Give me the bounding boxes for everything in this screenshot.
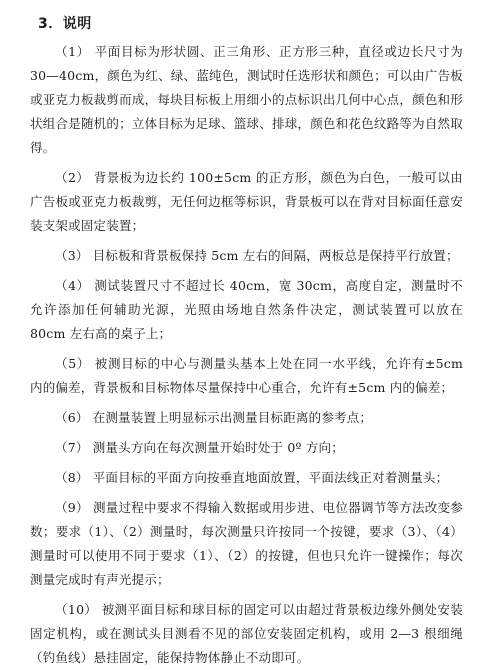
paragraph-5: （5） 被测目标的中心与测量头基本上处在同一水平线，允许有±5cm 内的偏差，背景板和目标物体尽量保持中心重合，允许有±5cm 内的偏差； [30,356,463,395]
paragraph-9: （9） 测量过程中要求不得输入数据或用步进、电位器调节等方法改变参数；要求（1）、（2）测量时，每次测量只许按同一个按键，要求（3）、（4）测量时可以使用不同于要求（1）、（2）的按键，但也只允许一键操作；每次测量完成时有声光提示； [30,500,463,587]
paragraph-10: （10） 被测平面目标和球目标的固定可以由超过背景板边缘外侧处安装固定机构，或在测试头目测看不见的部位安装固定机构，或用 2—3 根细绳（钓鱼线）悬挂固定，能保持物体静止不动即可。 [30,602,463,665]
paragraph-7: （7） 测量头方向在每次测量开始时处于 0º 方向； [55,440,344,455]
paragraph-4: （4） 测试装置尺寸不超过长 40cm，宽 30cm，高度自定，测量时不允许添加任何辅助光源，光照由场地自然条件决定，测试装置可以放在 80cm 左右高的桌子上； [30,278,463,341]
paragraph-2: （2） 背景板为边长约 100±5cm 的正方形，颜色为白色，一般可以由广告板或亚克力板裁剪，无任何边框等标识，背景板可以在背对目标面任意安装支架或固定装置； [30,170,463,233]
paragraph-3: （3） 目标板和背景板保持 5cm 左右的间隔，两板总是保持平行放置； [55,248,459,263]
paragraph-6: （6） 在测量装置上明显标示出测量目标距离的参考点； [55,410,373,425]
paragraph-8: （8） 平面目标的平面方向按垂直地面放置，平面法线正对着测量头； [55,470,449,485]
paragraph-1: （1） 平面目标为形状圆、正三角形、正方形三种，直径或边长尺寸为30—40cm，颜色为红、绿、蓝纯色，测试时任选形状和颜色；可以由广告板或亚克力板裁剪而成，每块目标板上用细小的点标识出几何中心点，颜色和形状组合是随机的；立体目标为足球、篮球、排球，颜色和花色纹路等为自然取得。 [30,44,463,155]
section-heading: 3．说明 [38,16,92,32]
